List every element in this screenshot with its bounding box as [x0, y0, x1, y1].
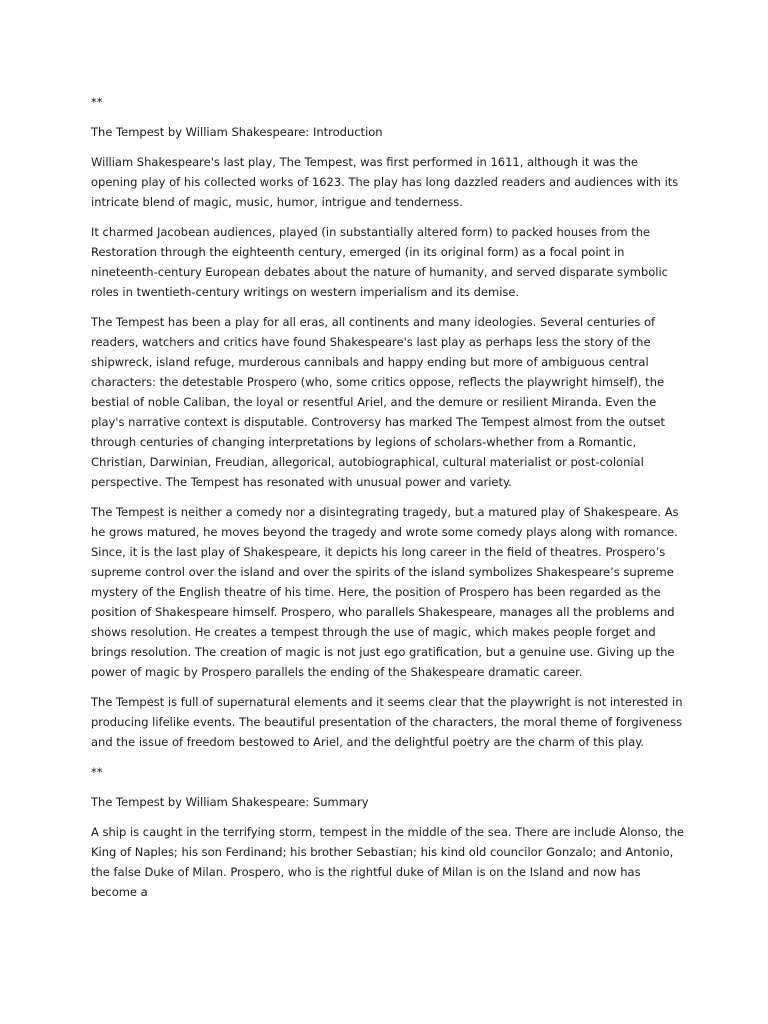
paragraph: The Tempest is neither a comedy nor a disintegrating tragedy, but a matured play of Shakespeare. As he grows matured, he moves beyond the tragedy and wrote some comedy plays along with romance. Since, it is the last play of Shakespeare, it depicts his long career in the field of theatres. Prospero’s supreme control over the island and over the spirits of the island symbolizes Shakespeare’s supreme mystery of the English theatre of his time. Here, the position of Prospero has been regarded as the position of Shakespeare himself. Prospero, who parallels Shakespeare, manages all the problems and shows resolution. He creates a tempest through the use of magic, which makes people forget and brings resolution. The creation of magic is not just ego gratification, but a genuine use. Giving up the power of magic by Prospero parallels the ending of the Shakespeare dramatic career. — [91, 505, 679, 679]
section-separator: ** — [91, 95, 103, 109]
section-separator: ** — [91, 765, 103, 779]
paragraph: The Tempest has been a play for all eras, all continents and many ideologies. Several centuries of readers, watchers and critics have found Shakespeare's last play as perhaps less the story of the shipwreck, island refuge, murderous cannibals and happy ending but more of ambiguous central characters: the detestable Prospero (who, some critics oppose, reflects the playwright himself), the bestial of noble Caliban, the loyal or resentful Ariel, and the demure or resilient Miranda. Even the play's narrative context is disputable. Controversy has marked The Tempest almost from the outset through centuries of changing interpretations by legions of scholars-whether from a Romantic, Christian, Darwinian, Freudian, allegorical, autobiographical, cultural materialist or post-colonial perspective. The Tempest has resonated with unusual power and variety. — [91, 315, 665, 489]
paragraph: William Shakespeare's last play, The Tempest, was first performed in 1611, although it was the opening play of his collected works of 1623. The play has long dazzled readers and audiences with its intricate blend of magic, music, humor, intrigue and tenderness. — [91, 155, 679, 209]
section-heading-introduction: The Tempest by William Shakespeare: Introduction — [91, 125, 383, 139]
paragraph: The Tempest is full of supernatural elements and it seems clear that the playwright is not interested in producing lifelike events. The beautiful presentation of the characters, the moral theme of forgiveness and the issue of freedom bestowed to Ariel, and the delightful poetry are the charm of this play. — [91, 695, 683, 749]
paragraph: It charmed Jacobean audiences, played (in substantially altered form) to packed houses from the Restoration through the eighteenth century, emerged (in its original form) as a focal point in nineteenth-century European debates about the nature of humanity, and served disparate symbolic roles in twentieth-century writings on western imperialism and its demise. — [91, 225, 668, 299]
section-heading-summary: The Tempest by William Shakespeare: Summary — [91, 795, 369, 809]
paragraph: A ship is caught in the terrifying storm, tempest in the middle of the sea. There are include Alonso, the King of Naples; his son Ferdinand; his brother Sebastian; his kind old councilor Gonzalo; and Antonio, the false Duke of Milan. Prospero, who is the rightful duke of Milan is on the Island and now has become a — [91, 825, 684, 899]
document-body — [91, 92, 685, 912]
